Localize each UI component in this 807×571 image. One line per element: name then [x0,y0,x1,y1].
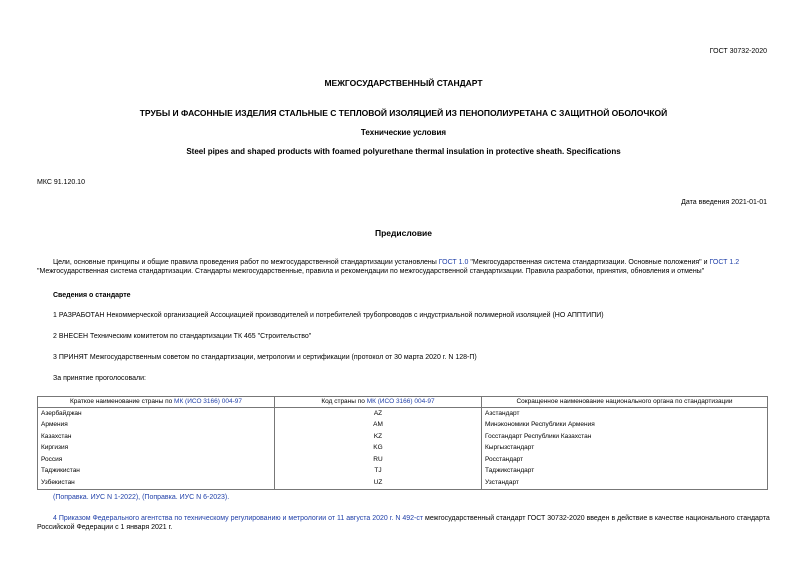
document-code: ГОСТ 30732-2020 [709,48,767,55]
code-cell: TJ [275,466,482,478]
table-row [38,466,768,478]
country-cell: Таджикистан [38,466,275,478]
column-header-code: Код страны по МК (ИСО 3166) 004-97 [275,397,482,408]
code-cell: KZ [275,431,482,443]
column-header-body: Сокращенное наименование национального органа по стандартизации [482,397,768,408]
body-cell: Таджикстандарт [482,466,768,478]
table-row [38,408,768,420]
table-row [38,431,768,443]
mks-code: МКС 91.120.10 [37,179,85,186]
code-cell: RU [275,454,482,466]
p1-text-c: "Межгосударственная система стандартизации. Стандарты межгосударственные, правила и рекомендации по межгосударственной стандартизации. Правила разработки, принятия, обновления и отмены" [37,268,705,275]
order-link[interactable]: 4 Приказом Федерального агентства по техническому регулированию и метрологии от 11 августа 2020 г. N 492-ст [53,515,424,522]
body-cell: Минэкономики Республики Армения [482,420,768,432]
body-cell: Азстандарт [482,408,768,420]
body-cell: Кыргызстандарт [482,443,768,455]
voted-label: За принятие проголосовали: [53,375,146,382]
voting-states-table [37,396,768,490]
amendment-link-1[interactable]: Поправка [55,494,87,501]
column-header-country: Краткое наименование страны по МК (ИСО 3166) 004-97 [38,397,275,408]
country-cell: Казахстан [38,431,275,443]
code-cell: UZ [275,477,482,489]
code-cell: AM [275,420,482,432]
item-3-adopted: 3 ПРИНЯТ Межгосударственным советом по стандартизации, метрологии и сертификации (протокол от 30 марта 2020 г. N 128-П) [53,354,477,361]
table-row [38,454,768,466]
item-1-developed: 1 РАЗРАБОТАН Некоммерческой организацией Ассоциацией производителей и потребителей трубопроводов с индустриальной полимерной изоляцией (НО АППТИПИ) [53,312,604,319]
standard-info-heading: Сведения о стандарте [53,292,131,299]
table-row [38,477,768,489]
amendments-line: (Поправка. ИУС N 1-2022), (Поправка. ИУС N 6-2023). [53,494,230,501]
p1-text-a: Цели, основные принципы и общие правила проведения работ по межгосударственной стандартизации установлены [53,259,439,266]
item-4-enacted [37,514,770,532]
code-cell: KG [275,443,482,455]
country-cell: Узбекистан [38,477,275,489]
gost-1-2-link[interactable]: ГОСТ 1.2 [709,259,740,266]
document-category: МЕЖГОСУДАРСТВЕННЫЙ СТАНДАРТ [324,78,483,88]
body-cell: Госстандарт Республики Казахстан [482,431,768,443]
mk-iso-link[interactable]: МК (ИСО 3166) 004-97 [366,398,435,405]
country-cell: Армения [38,420,275,432]
foreword-paragraph-1 [37,258,770,276]
document-subtitle-ru: Технические условия [360,128,447,137]
code-cell: AZ [275,408,482,420]
p1-text-b: "Межгосударственная система стандартизации. Основные положения" и [468,259,710,266]
table-header-row [38,397,768,408]
country-cell: Россия [38,454,275,466]
document-title-ru: ТРУБЫ И ФАСОННЫЕ ИЗДЕЛИЯ СТАЛЬНЫЕ С ТЕПЛОВОЙ ИЗОЛЯЦИЕЙ ИЗ ПЕНОПОЛИУРЕТАНА С ЗАЩИТНОЙ ОБОЛОЧКОЙ [139,108,668,118]
document-title-en: Steel pipes and shaped products with foamed polyurethane thermal insulation in protective sheath. Specifications [186,147,621,156]
body-cell: Узстандарт [482,477,768,489]
body-cell: Росстандарт [482,454,768,466]
country-cell: Азербайджан [38,408,275,420]
amendment-link-2[interactable]: Поправка [144,494,176,501]
country-cell: Киргизия [38,443,275,455]
foreword-heading: Предисловие [374,228,433,238]
table-row [38,420,768,432]
introduction-date: Дата введения 2021-01-01 [681,199,767,206]
mk-iso-link[interactable]: МК (ИСО 3166) 004-97 [174,398,242,405]
item-2-submitted: 2 ВНЕСЕН Техническим комитетом по стандартизации ТК 465 "Строительство" [53,333,312,340]
gost-1-0-link[interactable]: ГОСТ 1.0 [438,259,469,266]
item-4-text: межгосударственный стандарт ГОСТ 30732-2020 введен в действие в качестве национального стандарта Российской Федерации с 1 января 2021 г. [37,515,770,531]
table-row [38,443,768,455]
